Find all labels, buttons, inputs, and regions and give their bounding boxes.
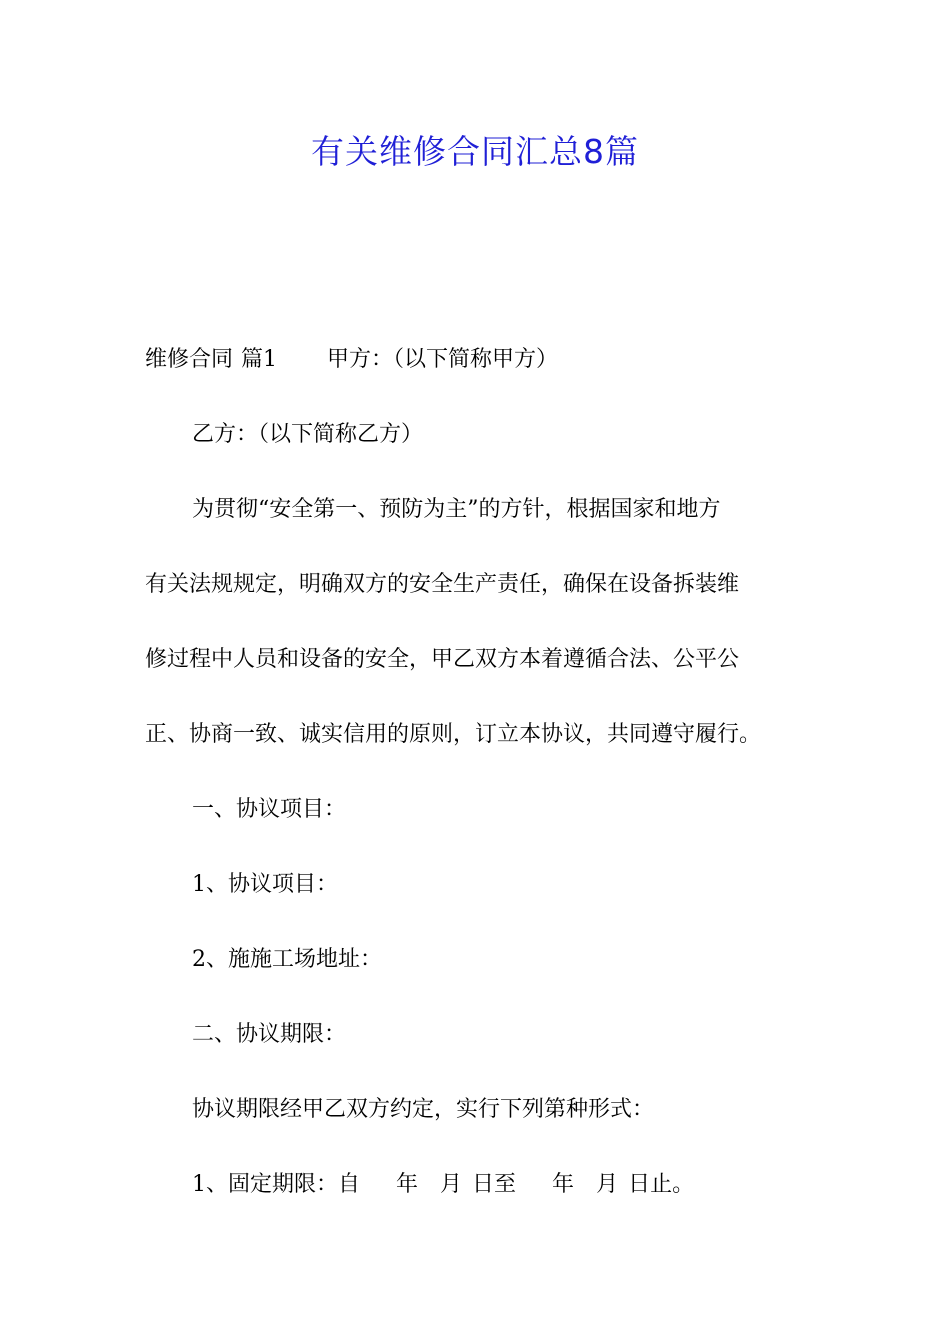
intro-paragraph-line: 有关法规规定，明确双方的安全生产责任，确保在设备拆装维 bbox=[145, 572, 740, 597]
fixed-term-year-start: 年 bbox=[396, 1172, 419, 1197]
party-a: 甲方：（以下简称甲方） bbox=[327, 347, 559, 372]
intro-paragraph-line: 为贯彻“安全第一、预防为主”的方针，根据国家和地方 bbox=[192, 497, 721, 522]
section-one-heading: 一、协议项目： bbox=[192, 797, 347, 822]
party-b: 乙方：（以下简称乙方） bbox=[192, 422, 424, 447]
fixed-term-month-start: 月 bbox=[440, 1172, 463, 1197]
fixed-term-label: 1、固定期限：自 bbox=[192, 1172, 360, 1197]
contract-name: 维修合同 bbox=[145, 347, 234, 372]
term-description: 协议期限经甲乙双方约定，实行下列第种形式： bbox=[192, 1097, 655, 1122]
section-two-heading: 二、协议期限： bbox=[192, 1022, 347, 1047]
document-title: 有关维修合同汇总8篇 bbox=[311, 132, 639, 171]
section-number: 篇1 bbox=[241, 347, 278, 372]
fixed-term-day-to: 日至 bbox=[472, 1172, 517, 1197]
intro-paragraph-line: 修过程中人员和设备的安全，甲乙双方本着遵循合法、公平公 bbox=[145, 647, 740, 672]
fixed-term-month-end: 月 bbox=[596, 1172, 619, 1197]
fixed-term-day-end: 日止。 bbox=[628, 1172, 695, 1197]
fixed-term-line bbox=[145, 1162, 805, 1237]
document-body bbox=[145, 337, 805, 1237]
heading-line bbox=[145, 337, 805, 412]
item-two: 2、施施工场地址： bbox=[192, 947, 382, 972]
fixed-term-year-end: 年 bbox=[552, 1172, 575, 1197]
item-one: 1、协议项目： bbox=[192, 872, 338, 897]
intro-paragraph-line: 正、协商一致、诚实信用的原则，订立本协议，共同遵守履行。 bbox=[145, 722, 762, 747]
